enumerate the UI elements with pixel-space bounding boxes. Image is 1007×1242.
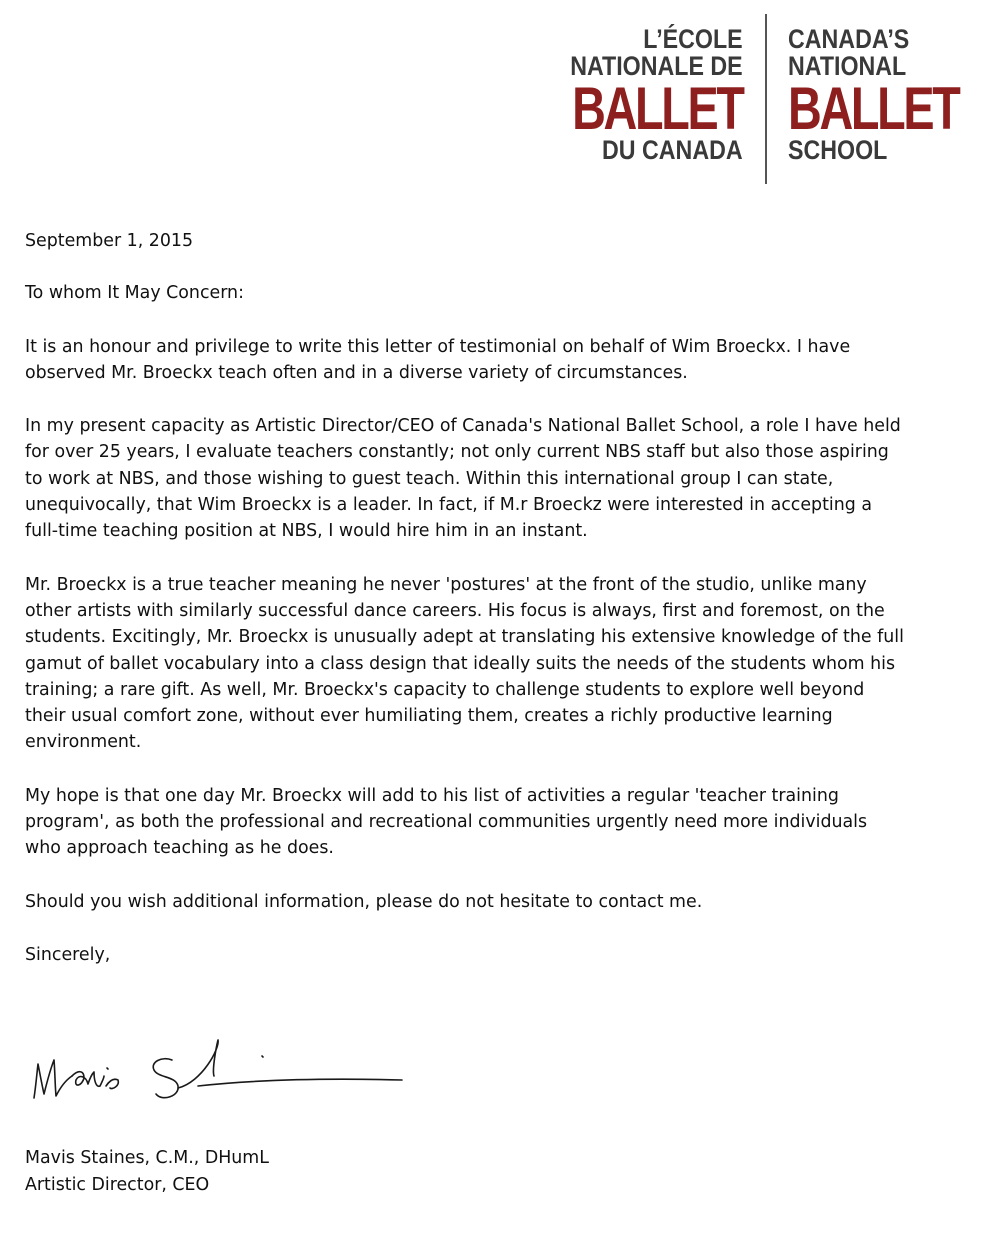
logo-english-line2: NATIONAL <box>788 51 907 81</box>
logo-english-line1: CANADA’S <box>788 24 910 54</box>
logo-french-line2: NATIONALE DE <box>570 51 743 81</box>
logo-french-line4: DU CANADA <box>602 135 743 165</box>
letter-paragraph: Mr. Broeckx is a true teacher meaning he never 'postures' at the front of the studio, unlike many other artists with similarly successful dance careers. His focus is always, first and foremost, on the students. Excitingly, Mr. Broeckx is unusually adept at translating his extensive knowledge of the full gamut of ballet vocabulary into a class design that ideally suits the needs of the students whom his training; a rare gift. As well, Mr. Broeckx's capacity to challenge students to explore well beyond their usual comfort zone, without ever humiliating them, creates a richly productive learning environment. <box>25 574 904 753</box>
logo-divider <box>765 14 767 184</box>
logo-english-ballet: BALLET <box>788 75 959 142</box>
logo-english-block <box>788 26 1007 164</box>
signatory-title: Artistic Director, CEO <box>25 1175 210 1195</box>
logo-french-block <box>524 26 743 164</box>
logo-french-ballet: BALLET <box>572 75 743 142</box>
letter-paragraph: Should you wish additional information, please do not hesitate to contact me. <box>25 891 703 912</box>
handwritten-signature <box>22 1030 412 1112</box>
letter-paragraph: It is an honour and privilege to write this letter of testimonial on behalf of Wim Broeckx. I have observed Mr. Broeckx teach often and in a diverse variety of circumstances. <box>25 336 851 383</box>
signatory-name: Mavis Staines, C.M., DHumL <box>25 1148 269 1168</box>
letter-body <box>25 228 905 968</box>
logo-english-line4: SCHOOL <box>788 135 888 165</box>
letter-closing: Sincerely, <box>25 944 111 965</box>
letter-paragraph: My hope is that one day Mr. Broeckx will add to his list of activities a regular 'teacher training program', as both the professional and recreational communities urgently need more individuals who approach teaching as he does. <box>25 785 868 859</box>
letter-salutation: To whom It May Concern: <box>25 283 244 304</box>
logo-french-line1: L’ÉCOLE <box>643 24 743 54</box>
letter-date: September 1, 2015 <box>25 231 194 251</box>
letter-paragraph: In my present capacity as Artistic Director/CEO of Canada's National Ballet School, a role I have held for over 25 years, I evaluate teachers constantly; not only current NBS staff but also those aspiring to work at NBS, and those wishing to guest teach. Within this international group I can state, unequivocally, that Wim Broeckx is a leader. In fact, if M.r Broeckz were interested in accepting a full-time teaching position at NBS, I would hire him in an instant. <box>25 416 901 542</box>
signature-block <box>25 1145 269 1199</box>
school-logo <box>560 14 959 186</box>
